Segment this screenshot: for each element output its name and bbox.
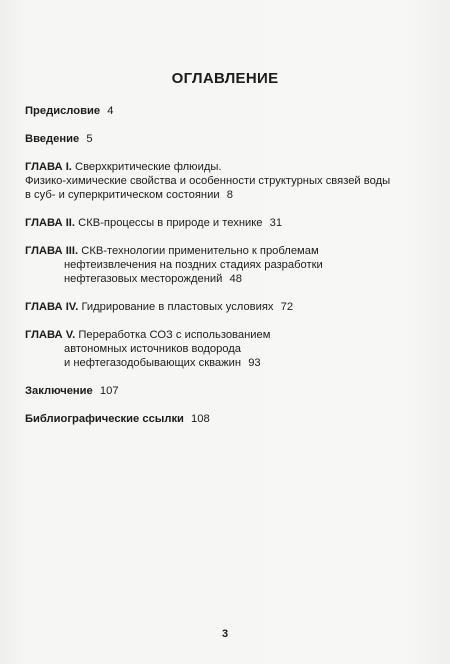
chapter-title-line: нефтегазовых месторождений xyxy=(64,273,223,285)
toc-entry-chapter-1 xyxy=(25,160,429,202)
chapter-number: ГЛАВА IV. xyxy=(25,301,79,313)
toc-page-number: 31 xyxy=(269,217,283,229)
toc-entry-label: Предисловие xyxy=(25,105,101,117)
toc-page-number: 48 xyxy=(229,273,242,285)
chapter-title-line: СКВ-процессы в природе и технике xyxy=(78,217,263,229)
toc-entry-label: Заключение xyxy=(25,385,93,397)
toc-entry-label: Библиографические ссылки xyxy=(25,413,184,425)
toc-entry-chapter-3 xyxy=(25,244,429,286)
toc-entry-introduction xyxy=(25,132,429,146)
chapter-title-line: Физико-химические свойства и особенности структурных связей воды xyxy=(25,175,391,187)
chapter-number: ГЛАВА II. xyxy=(25,217,76,229)
chapter-title-line: в суб- и суперкритическом состоянии xyxy=(25,189,220,201)
toc-page-number: 108 xyxy=(191,413,210,425)
chapter-number: ГЛАВА III. xyxy=(25,245,79,257)
chapter-number: ГЛАВА I. xyxy=(25,161,72,173)
chapter-title-line: Переработка СОЗ с использованием xyxy=(78,329,271,341)
table-of-contents xyxy=(25,104,429,440)
toc-entry-chapter-4 xyxy=(25,300,429,314)
toc-page-number: 4 xyxy=(107,105,114,117)
toc-entry-chapter-5 xyxy=(25,328,429,370)
toc-page-number: 8 xyxy=(226,189,233,201)
toc-page-number: 72 xyxy=(280,301,294,313)
toc-page-number: 107 xyxy=(99,385,119,397)
toc-entry-label: Введение xyxy=(25,133,80,145)
chapter-title-line: СКВ-технологии применительно к проблемам xyxy=(81,245,319,257)
page-title: ОГЛАВЛЕНИЕ xyxy=(171,70,279,87)
chapter-title-line: Гидрирование в пластовых условиях xyxy=(81,301,274,313)
chapter-title-line: автономных источников водорода xyxy=(64,343,242,355)
toc-entry-preface xyxy=(25,104,429,118)
toc-entry-bibliography xyxy=(25,412,429,426)
chapter-title-line: и нефтегазодобывающих скважин xyxy=(64,357,242,369)
chapter-number: ГЛАВА V. xyxy=(25,329,76,341)
toc-entry-chapter-2 xyxy=(25,216,429,230)
chapter-title-line: нефтеизвлечения на поздних стадиях разработки xyxy=(64,259,323,271)
toc-page-number: 5 xyxy=(86,133,93,145)
chapter-title-line: Сверхкритические флюиды. xyxy=(75,161,222,173)
page-number: 3 xyxy=(221,628,229,640)
toc-entry-conclusion xyxy=(25,384,429,398)
toc-page-number: 93 xyxy=(248,357,261,369)
